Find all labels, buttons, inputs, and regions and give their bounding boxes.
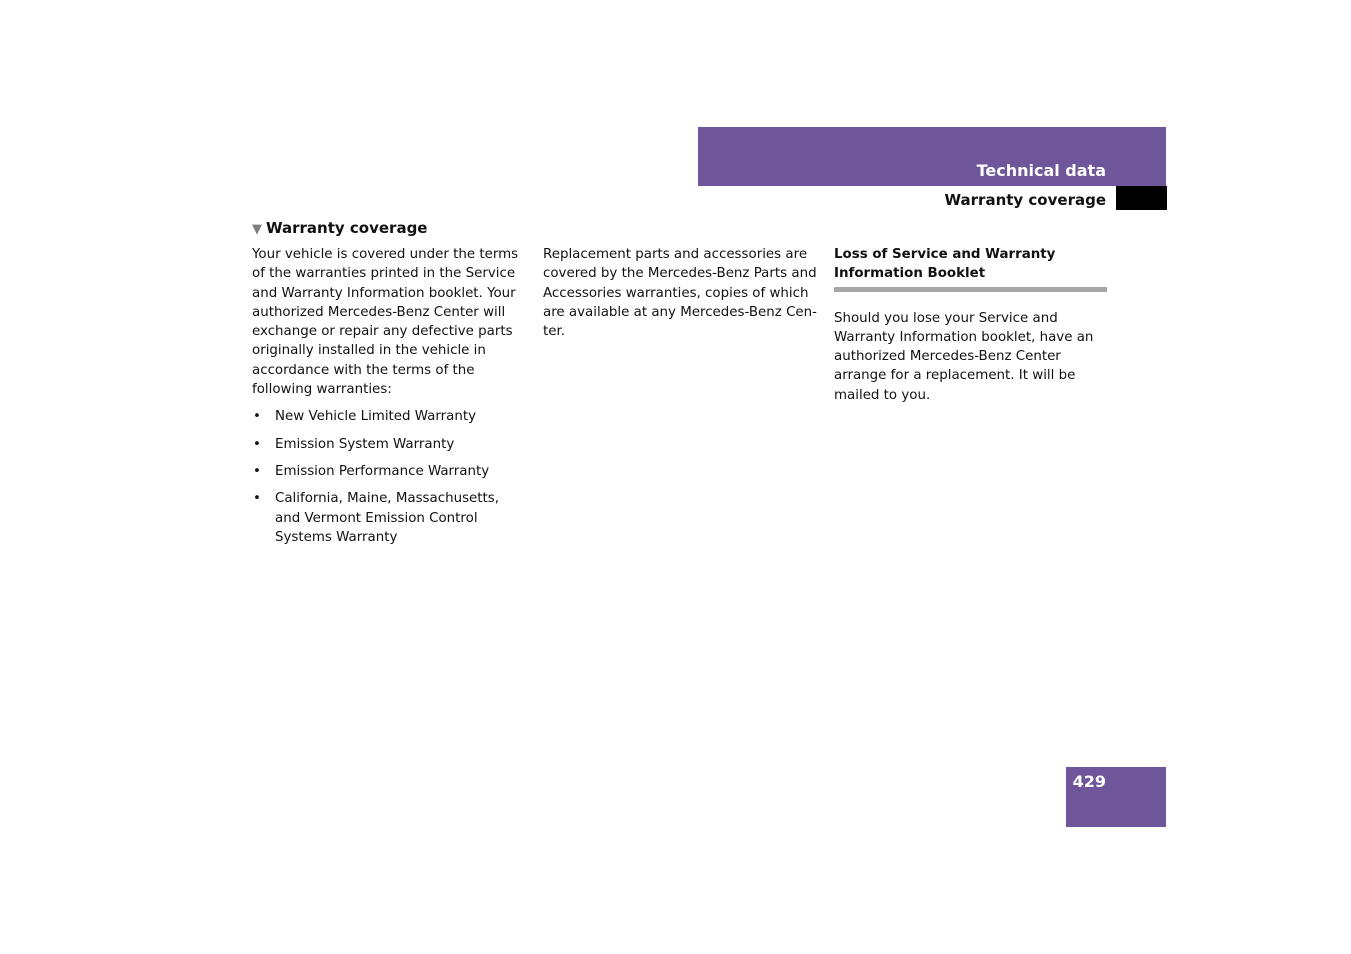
bullet-icon: • [253, 491, 261, 507]
bullet-icon: • [253, 409, 261, 425]
heading-rule [834, 287, 1107, 292]
warranty-list [252, 407, 528, 547]
column-1 [252, 245, 528, 555]
triangle-down-icon: ▼ [252, 222, 262, 237]
list-item [252, 435, 528, 454]
replacement-parts-paragraph: Replacement parts and accessories are covered by the Mercedes-Benz Parts and Accessories warranties, copies of which are available at any Mercedes-Benz Center. [543, 247, 817, 340]
list-item [252, 489, 528, 547]
bullet-icon: • [253, 436, 261, 452]
bullet-icon: • [253, 463, 261, 479]
section-subtitle: Warranty coverage [944, 191, 1106, 209]
section-heading [252, 219, 427, 237]
list-item-text: Emission Performance Warranty [275, 463, 490, 479]
header-band [698, 127, 1166, 186]
section-heading-text: Warranty coverage [266, 219, 428, 237]
intro-paragraph: Your vehicle is covered under the terms of the warranties printed in the Service and Warranty Information booklet. Your authorized Mercedes-Benz Center will exchange or repair any defective parts originally installed in the vehicle in accordance with the terms of the following warranties: [252, 247, 519, 398]
loss-booklet-heading: Loss of Service and Warranty Information Booklet [834, 247, 1056, 282]
list-item [252, 462, 528, 481]
column-2 [543, 245, 819, 341]
loss-booklet-paragraph: Should you lose your Service and Warranty Information booklet, have an authorized Mercedes-Benz Center arrange for a replacement. It will be mailed to you. [834, 310, 1094, 403]
list-item-text: California, Maine, Massachusetts, and Vermont Emission Control Systems Warranty [275, 491, 500, 545]
chapter-title: Technical data [976, 161, 1106, 180]
list-item [252, 407, 528, 426]
page-number-box [1066, 767, 1166, 827]
chapter-tab-marker [1116, 186, 1167, 210]
list-item-text: Emission System Warranty [275, 436, 455, 452]
page-number: 429 [1072, 772, 1106, 791]
column-3 [834, 245, 1107, 405]
list-item-text: New Vehicle Limited Warranty [275, 409, 477, 425]
